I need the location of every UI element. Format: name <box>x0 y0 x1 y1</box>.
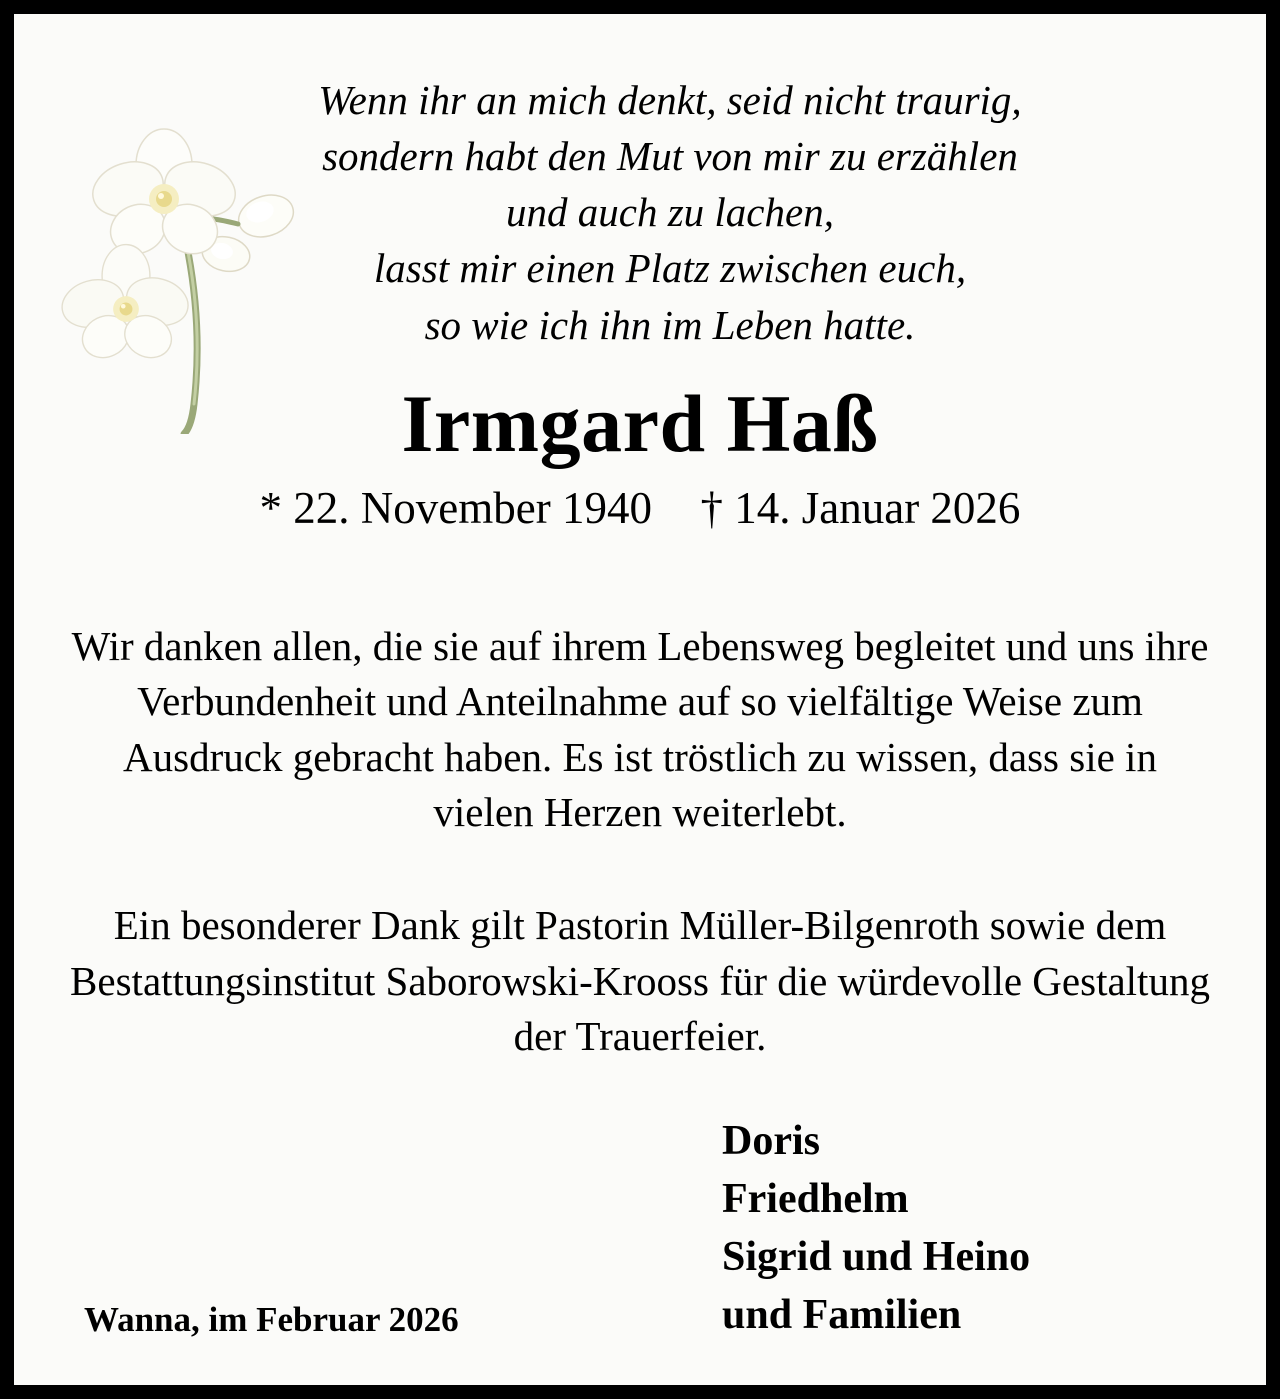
deceased-name: Irmgard Haß <box>401 377 879 469</box>
birth-symbol: * <box>259 483 283 534</box>
verse-line: sondern habt den Mut von mir zu erzählen <box>322 133 1018 180</box>
signer-name: Sigrid und Heino <box>722 1234 1031 1281</box>
signer-name: und Familien <box>722 1292 962 1339</box>
verse-line: lasst mir einen Platz zwischen euch, <box>373 245 967 292</box>
verse-line: Wenn ihr an mich denkt, seid nicht traurig, <box>318 77 1022 123</box>
signers-list <box>722 1113 1192 1345</box>
life-dates <box>68 481 1212 535</box>
birth-date: 22. November 1940 <box>293 483 652 534</box>
death-date: 14. Januar 2026 <box>734 483 1021 534</box>
verse-line: so wie ich ihn im Leben hatte. <box>424 301 916 348</box>
thanks-paragraph: Wir danken allen, die sie auf ihrem Lebensweg begleitet und uns ihre Verbundenheit und Anteilnahme auf so vielfältige Weise zum Ausdruck gebracht haben. Es ist tröstlich zu wissen, dass sie in vielen Herzen weiterlebt. <box>71 623 1209 836</box>
memorial-verse <box>68 72 1212 353</box>
signer-name: Friedhelm <box>722 1176 909 1223</box>
notice-inner <box>14 14 1266 1385</box>
signer-name: Doris <box>722 1118 820 1165</box>
special-thanks-paragraph: Ein besonderer Dank gilt Pastorin Müller-Bilgenroth sowie dem Bestattungsinstitut Saborowski-Krooss für die würdevolle Gestaltung der Trauerfeier. <box>70 902 1210 1060</box>
death-symbol: † <box>700 483 723 534</box>
place-and-date: Wanna, im Februar 2026 <box>84 1300 459 1339</box>
verse-line: und auch zu lachen, <box>506 189 834 236</box>
